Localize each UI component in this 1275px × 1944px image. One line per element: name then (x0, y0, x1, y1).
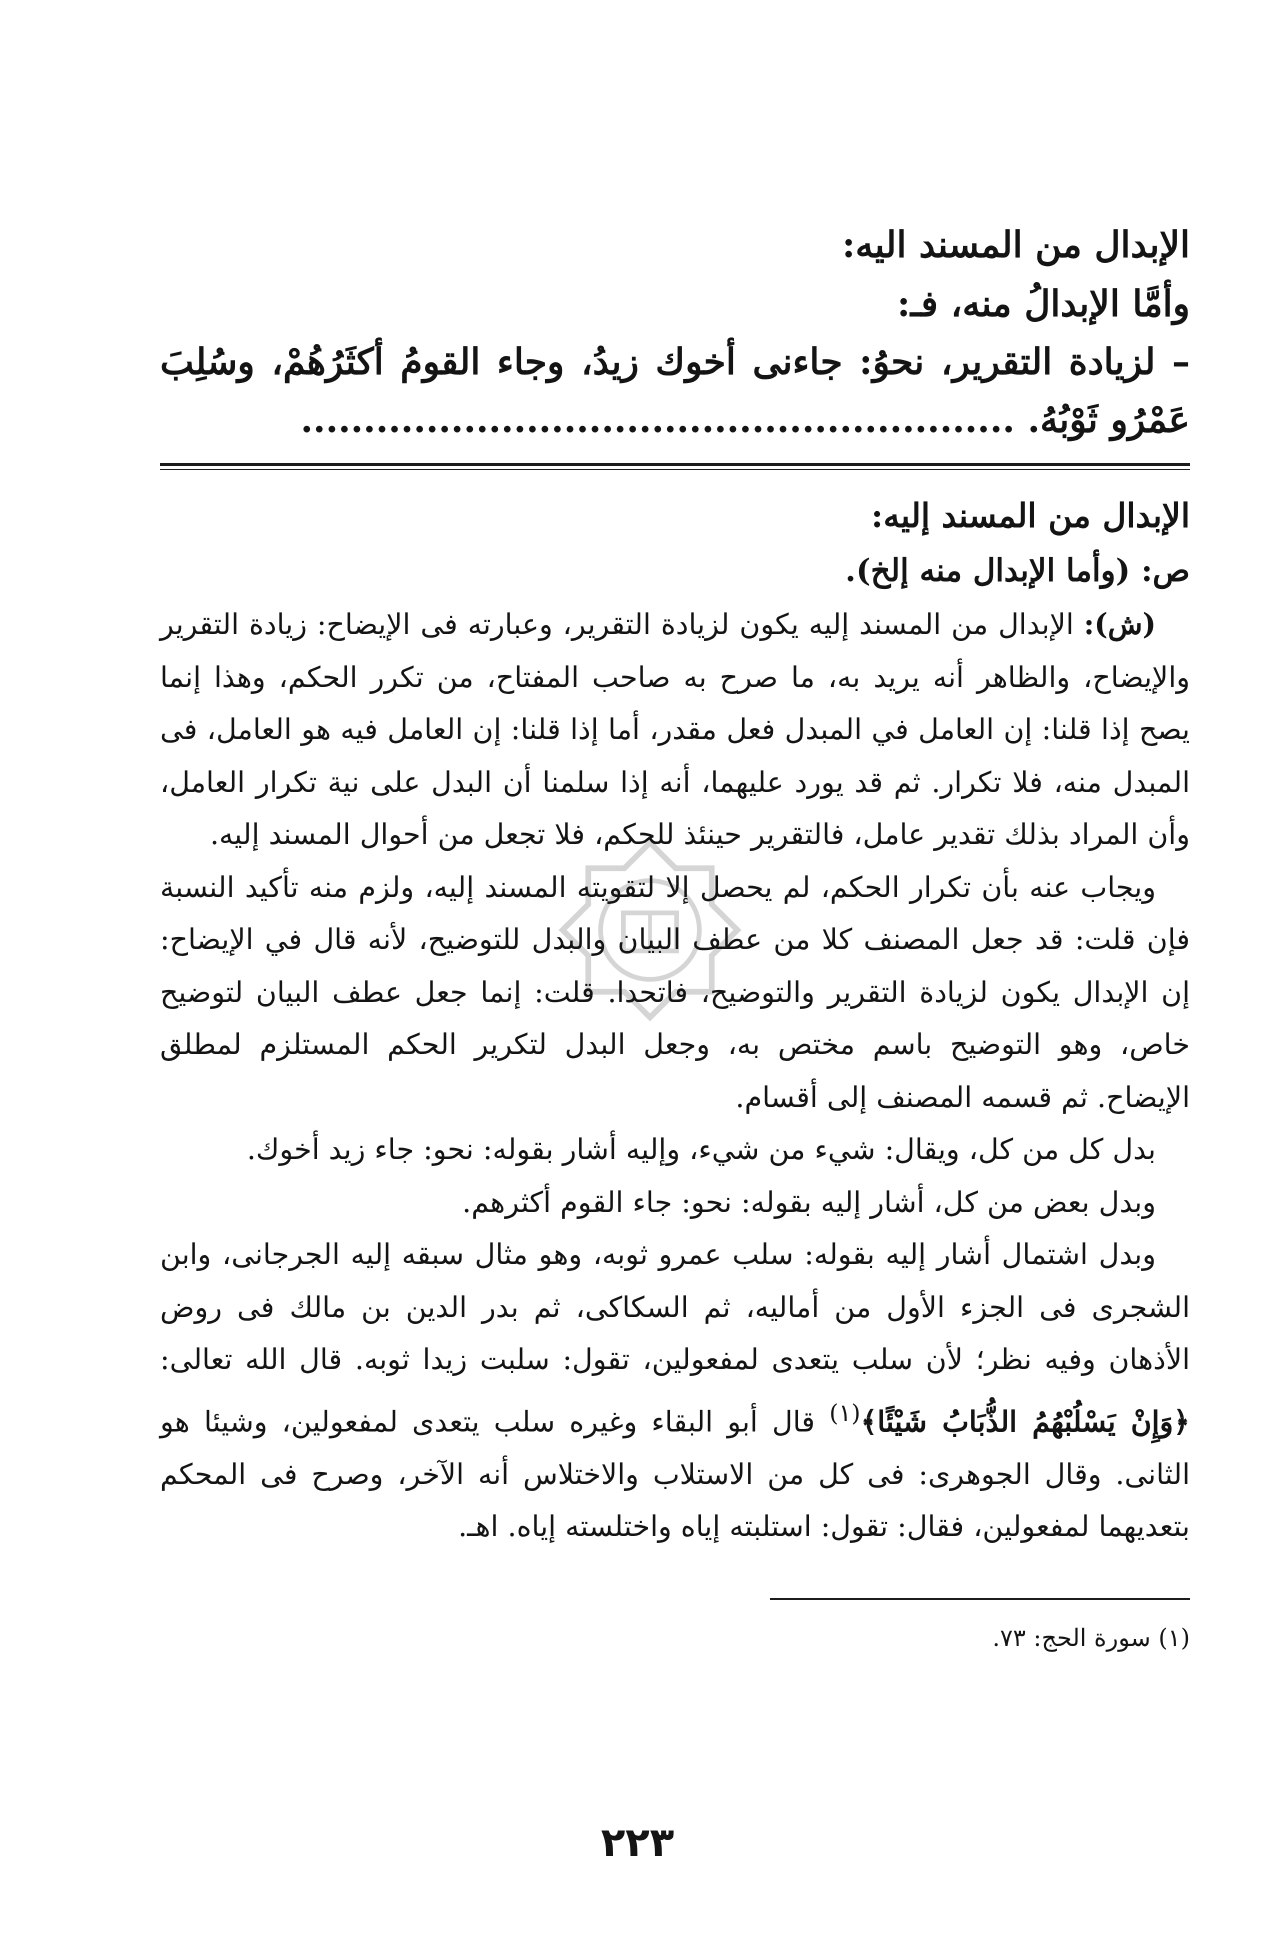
matn-line: وأمَّا الإبدالُ منه، فـ: (897, 283, 1190, 325)
footnote-ref: (١) (829, 1398, 861, 1427)
commentary-text: قال أبو البقاء وغيره سلب يتعدى لمفعولين، وشيئا هو الثانى. وقال الجوهرى: فى كل من الاستلاب والاختلاس أنه الآخر، وصرح فى المحكم بتعديهما لمفعولين، فقال: تقول: استلبته إياه واختلسته إياه. اهـ. (160, 1405, 1190, 1543)
commentary-marker: (ش): (1083, 607, 1156, 641)
matn-heading: الإبدال من المسند اليه: (842, 224, 1190, 266)
book-page (160, 215, 1190, 1658)
footnote: (١) سورة الحج: ٧٣. (992, 1623, 1190, 1652)
section-divider (160, 463, 1190, 470)
commentary-paragraph: بدل كل من كل، ويقال: شيء من شيء، وإليه أشار بقوله: نحو: جاء زيد أخوك. (246, 1133, 1156, 1166)
commentary-paragraph: ويجاب عنه بأن تكرار الحكم، لم يحصل إلا لتقويته المسند إليه، ولزم منه تأكيد النسبة فإن قلت: قد جعل المصنف كلا من عطف البيان والبدل للتوضيح، لأنه قال في الإيضاح: إن الإبدال يكون لزيادة التقرير والتوضيح، فاتحدا. قلت: إنما جعل عطف البيان لتوضيح خاص، وهو التوضيح باسم مختص به، وجعل البدل لتكرير الحكم المستلزم لمطلق الإيضاح. ثم قسمه المصنف إلى أقسام. (160, 870, 1190, 1114)
commentary-quote: ص: (وأما الإبدال منه إلخ). (845, 553, 1190, 589)
commentary-paragraph (160, 598, 1190, 862)
commentary-paragraph: وبدل بعض من كل، أشار إليه بقوله: نحو: جاء القوم أكثرهم. (462, 1185, 1156, 1219)
commentary-heading: الإبدال من المسند إليه: (871, 496, 1190, 535)
quran-verse: ﴿وَإِنْ يَسْلُبْهُمُ الذُّبَابُ شَيْئًا﴾ (860, 1404, 1190, 1438)
commentary-text: الإبدال من المسند إليه يكون لزيادة التقرير، وعبارته فى الإيضاح: زيادة التقرير والإيضاح، والظاهر أنه يريد به، ما صرح به صاحب المفتاح، من تكرر الحكم، وهذا إنما يصح إذا قلنا: إن العامل في المبدل فعل مقدر، أما إذا قلنا: إن العامل فيه هو العامل، فى المبدل منه، فلا تكرار. ثم قد يورد عليهما، أنه إذا سلمنا أن البدل على نية تكرار العامل، وأن المراد بذلك تقدير عامل، فالتقرير حينئذ للحكم، فلا تجعل من أحوال المسند إليه. (160, 608, 1190, 851)
matn-example: – لزيادة التقرير، نحوُ: جاءنى أخوك زيدُ، وجاء القومُ أكثَرُهُمْ، وسُلِبَ عَمْرُو ثَوْبُهُ. ......................................................... (160, 341, 1190, 441)
page-number: ٢٢٣ (600, 1820, 675, 1866)
commentary-text: وبدل اشتمال أشار إليه بقوله: سلب عمرو ثوبه، وهو مثال سبقه إليه الجرجانى، وابن الشجرى فى الجزء الأول من أماليه، ثم السكاكى، ثم بدر الدين بن مالك فى روض الأذهان وفيه نظر؛ لأن سلب يتعدى لمفعولين، تقول: سلبت زيدا ثوبه. قال الله تعالى: (160, 1238, 1190, 1376)
commentary-paragraph (160, 1229, 1190, 1554)
footnote-rule (770, 1598, 1190, 1600)
